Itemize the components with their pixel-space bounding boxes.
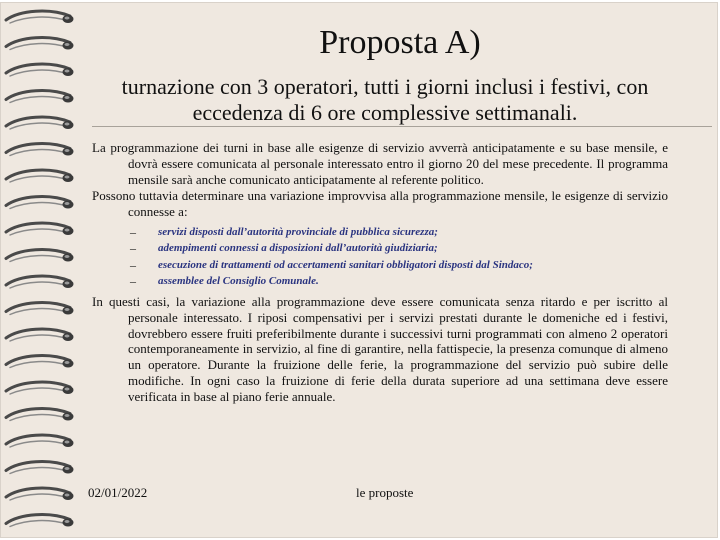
- bullet-dash: –: [130, 224, 136, 239]
- slide-title: Proposta A): [319, 24, 481, 61]
- paragraph: Possono tuttavia determinare una variazione improvvisa alla programmazione mensile, le esigenze di servizio connesse a:: [92, 188, 668, 220]
- bullet-text: adempimenti connessi a disposizioni dall’autorità giudiziaria;: [158, 242, 438, 255]
- bullet-item: [92, 224, 668, 241]
- bullet-text: servizi disposti dall’autorità provinciale di pubblica sicurezza;: [158, 225, 438, 238]
- bullet-text: assemblee del Consiglio Comunale.: [158, 275, 319, 288]
- bullet-dash: –: [130, 241, 136, 256]
- bullet-item: [92, 273, 668, 290]
- bullet-item: [92, 257, 668, 274]
- bullet-item: [92, 240, 668, 257]
- paragraph: La programmazione dei turni in base alle esigenze di servizio avverrà anticipatamente e su base mensile, e dovrà essere comunicata al personale interessato entro il giorno 20 del mese precedente. Il programma mensile sarà anche comunicato anticipatamente al referente politico.: [92, 140, 668, 187]
- slide-body: [92, 140, 668, 406]
- spiral-binding-icon: [0, 0, 92, 540]
- slide-subtitle: turnazione con 3 operatori, tutti i giorni inclusi i festivi, con eccedenza di 6 ore complessive settimanali.: [121, 74, 649, 126]
- bullet-dash: –: [130, 274, 136, 289]
- divider: [92, 126, 712, 127]
- footer-title: le proposte: [356, 485, 414, 500]
- footer-date: 02/01/2022: [88, 485, 148, 500]
- bullet-list: [92, 224, 668, 290]
- bullet-dash: –: [130, 257, 136, 272]
- bullet-text: esecuzione di trattamenti od accertamenti sanitari obbligatori disposti dal Sindaco;: [158, 258, 533, 271]
- paragraph: In questi casi, la variazione alla programmazione deve essere comunicata senza ritardo e per iscritto al personale interessato. I riposi compensativi per i servizi prestati durante le domeniche ed i festivi, dovrebbero essere fruiti preferibilmente durante i successivi turni programmati con almeno 2 operatori contemporaneamente in servizio, al fine di garantire, nella fattispecie, la presenza comunque di almeno un operatore. Durante la fruizione delle ferie, la programmazione del servizio può subire delle modifiche. In ogni caso la fruizione di ferie della durata superiore ad una settimana deve essere verificata in base al piano ferie annuale.: [92, 293, 668, 404]
